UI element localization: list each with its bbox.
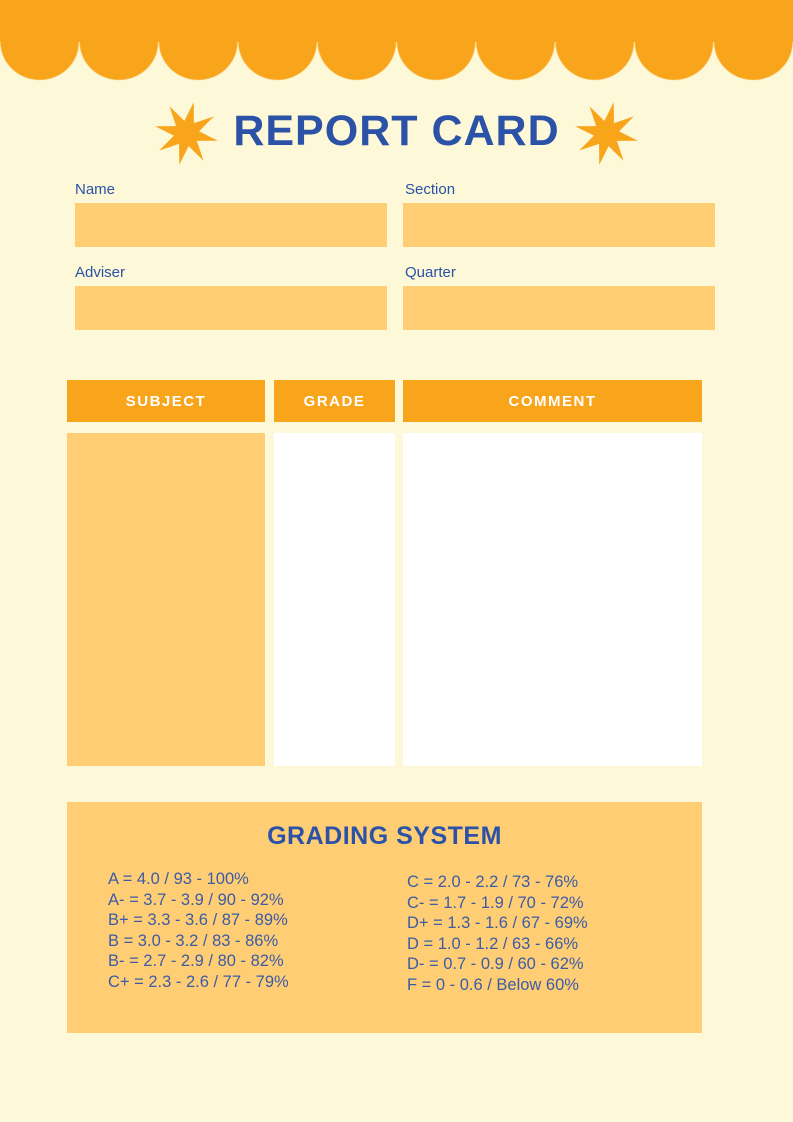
grading-scale-line: A = 4.0 / 93 - 100% bbox=[108, 870, 249, 888]
grading-scale-line: B- = 2.7 - 2.9 / 80 - 82% bbox=[108, 952, 284, 970]
grading-scale-left-column bbox=[108, 869, 289, 992]
grading-scale-line: D- = 0.7 - 0.9 / 60 - 62% bbox=[407, 955, 584, 973]
adviser-input[interactable] bbox=[75, 286, 387, 330]
grading-system-title: GRADING SYSTEM bbox=[267, 822, 502, 850]
quarter-label: Quarter bbox=[405, 264, 456, 281]
grading-scale-line: A- = 3.7 - 3.9 / 90 - 92% bbox=[108, 890, 284, 909]
page-title: REPORT CARD bbox=[233, 106, 560, 155]
name-label: Name bbox=[75, 181, 116, 198]
grading-scale-line: D+ = 1.3 - 1.6 / 67 - 69% bbox=[407, 914, 588, 932]
grading-scale-right-column bbox=[407, 872, 588, 995]
grading-scale-line: F = 0 - 0.6 / Below 60% bbox=[407, 975, 579, 994]
comment-column-body[interactable] bbox=[403, 433, 702, 766]
grading-scale-line: B+ = 3.3 - 3.6 / 87 - 89% bbox=[108, 911, 288, 929]
grading-scale-line: C = 2.0 - 2.2 / 73 - 76% bbox=[407, 873, 579, 891]
grading-scale-line: B = 3.0 - 3.2 / 83 - 86% bbox=[108, 931, 279, 950]
quarter-input[interactable] bbox=[403, 286, 715, 330]
section-label: Section bbox=[405, 181, 456, 198]
subject-column-body[interactable] bbox=[67, 433, 265, 766]
title-row bbox=[0, 98, 793, 168]
table-header-grade: GRADE bbox=[274, 380, 395, 422]
name-input[interactable] bbox=[75, 203, 387, 247]
table-header-subject: SUBJECT bbox=[67, 380, 265, 422]
grading-scale-line: C- = 1.7 - 1.9 / 70 - 72% bbox=[407, 893, 584, 912]
adviser-label: Adviser bbox=[75, 264, 126, 281]
section-input[interactable] bbox=[403, 203, 715, 247]
scalloped-border bbox=[0, 0, 793, 42]
table-header-comment: COMMENT bbox=[403, 380, 702, 422]
grading-system-panel bbox=[67, 802, 702, 1033]
starburst-icon bbox=[147, 93, 227, 173]
grading-scale-line: D = 1.0 - 1.2 / 63 - 66% bbox=[407, 934, 579, 953]
grading-scale-line: C+ = 2.3 - 2.6 / 77 - 79% bbox=[108, 972, 289, 991]
grade-column-body[interactable] bbox=[274, 433, 395, 766]
scallop-edge bbox=[0, 42, 793, 81]
starburst-icon bbox=[566, 93, 646, 173]
